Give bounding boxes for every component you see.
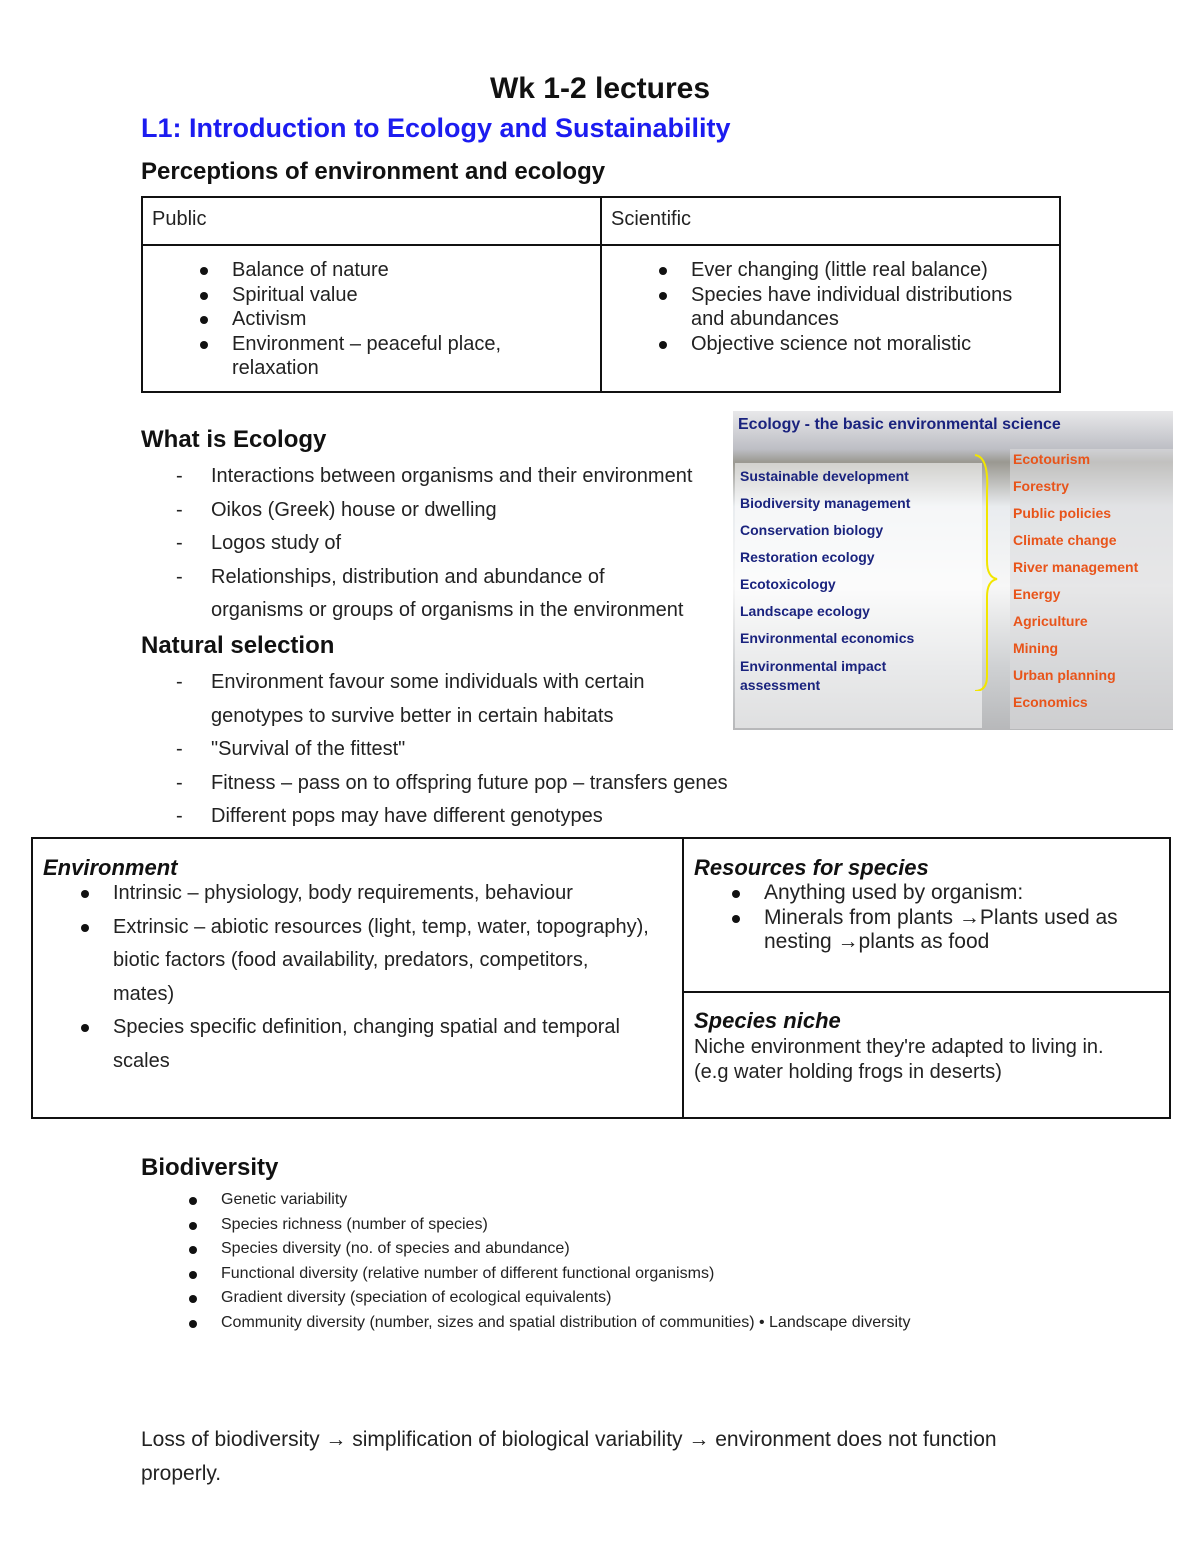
lecture-heading: L1: Introduction to Ecology and Sustainability — [141, 113, 731, 143]
list-item: Intrinsic – physiology, body requirements, behaviour — [33, 877, 672, 911]
list-item: Objective science not moralistic — [611, 332, 1050, 357]
list-item: Activism — [152, 307, 591, 332]
list-item: Genetic variability — [141, 1188, 1081, 1213]
list-item: Species richness (number of species) — [141, 1213, 1081, 1238]
slide-left-item: Conservation biology — [740, 522, 884, 538]
document-title: Wk 1-2 lectures — [489, 72, 711, 105]
list-item: Fitness – pass on to offspring future pop – transfers genes — [211, 771, 728, 794]
list-item: organisms or groups of organisms in the environment — [211, 599, 684, 622]
brace-icon — [969, 451, 1009, 691]
biodiversity-heading: Biodiversity — [141, 1154, 279, 1181]
list-item: Species have individual distributions and abundances — [611, 283, 1050, 332]
perceptions-heading: Perceptions of environment and ecology — [141, 158, 606, 185]
list-item: Anything used by organism: — [684, 881, 1159, 906]
environment-box — [31, 837, 684, 1119]
slide-left-item: Environmental impact assessment — [740, 658, 887, 693]
slide-left-item: Sustainable development — [740, 468, 909, 484]
niche-heading: Species niche — [694, 1008, 841, 1033]
slide-right-item: Economics — [1013, 694, 1088, 710]
perceptions-table — [141, 196, 1061, 393]
slide-right-item: Urban planning — [1013, 667, 1116, 683]
what-is-ecology-heading: What is Ecology — [141, 426, 327, 453]
biodiversity-list — [141, 1188, 1081, 1335]
slide-left-item: Restoration ecology — [740, 549, 875, 565]
slide-left-item: Ecotoxicology — [740, 576, 836, 592]
list-item: Functional diversity (relative number of different functional organisms) — [141, 1262, 1081, 1287]
slide-right-item: Ecotourism — [1013, 451, 1091, 467]
slide-left-item: Landscape ecology — [740, 603, 870, 619]
list-item: Environment favour some individuals with certain — [211, 671, 645, 693]
slide-right-item: Energy — [1013, 586, 1061, 602]
slide-right-item: Agriculture — [1013, 613, 1088, 629]
list-item: Relationships, distribution and abundance of — [211, 565, 605, 588]
ecology-slide-image — [733, 411, 1173, 730]
list-item: Species diversity (no. of species and abundance) — [141, 1237, 1081, 1262]
slide-right-item: Public policies — [1013, 505, 1112, 521]
scientific-list — [611, 258, 1050, 356]
environment-heading: Environment — [43, 855, 178, 880]
list-item: Species specific definition, changing spatial and temporal scales — [33, 1011, 672, 1078]
list-item: genotypes to survive better in certain habitats — [211, 704, 614, 727]
column-header-scientific: Scientific — [601, 197, 1060, 245]
list-item: Logos study of — [211, 532, 342, 555]
slide-title: Ecology - the basic environmental science — [738, 416, 1061, 433]
list-item: Extrinsic – abiotic resources (light, temp, water, topography), biotic factors (food availability, predators, competitors, mates) — [33, 911, 672, 1012]
slide-right-item: Climate change — [1013, 532, 1117, 548]
slide-right-item: Forestry — [1013, 478, 1070, 494]
list-item: Environment – peaceful place, relaxation — [152, 332, 591, 381]
slide-right-item: Mining — [1013, 640, 1059, 656]
what-is-ecology-list: - Interactions between organisms and their environment - Oikos (Greek) house or dwelling - Logos study of - Relationships, distribution and abundance of organisms or groups of organisms in the environment — [176, 465, 693, 622]
natural-selection-heading: Natural selection — [141, 632, 335, 659]
list-item: "Survival of the fittest" — [211, 738, 406, 761]
list-item: Ever changing (little real balance) — [611, 258, 1050, 283]
list-item: Gradient diversity (speciation of ecological equivalents) — [141, 1286, 1081, 1311]
resources-box — [682, 837, 1171, 993]
niche-box — [682, 991, 1171, 1119]
slide-left-item: Biodiversity management — [740, 495, 911, 511]
column-header-public: Public — [142, 197, 601, 245]
niche-line: (e.g water holding frogs in deserts) — [694, 1061, 1002, 1083]
slide-left-item: Environmental economics — [740, 630, 915, 646]
slide-right-item: River management — [1013, 559, 1139, 575]
resources-heading: Resources for species — [694, 855, 929, 880]
list-item: Interactions between organisms and their environment — [211, 465, 693, 487]
list-item: Community diversity (number, sizes and spatial distribution of communities) • Landscape diversity — [141, 1311, 1081, 1336]
niche-line: Niche environment they're adapted to living in. — [694, 1036, 1104, 1058]
natural-selection-list: - Environment favour some individuals with certain genotypes to survive better in certain habitats - "Survival of the fittest" - Fitness – pass on to offspring future pop – transfers genes - Different pops may have different genotypes — [176, 671, 728, 828]
list-item: Balance of nature — [152, 258, 591, 283]
public-list — [152, 258, 591, 381]
biodiversity-conclusion: Loss of biodiversity → simplification of biological variability → environment does not function properly. — [141, 1428, 997, 1485]
list-item: Different pops may have different genotypes — [211, 805, 603, 828]
list-item: Oikos (Greek) house or dwelling — [211, 498, 497, 521]
list-item: Spiritual value — [152, 283, 591, 308]
list-item: Minerals from plants →Plants used as nesting →plants as food — [684, 906, 1159, 955]
